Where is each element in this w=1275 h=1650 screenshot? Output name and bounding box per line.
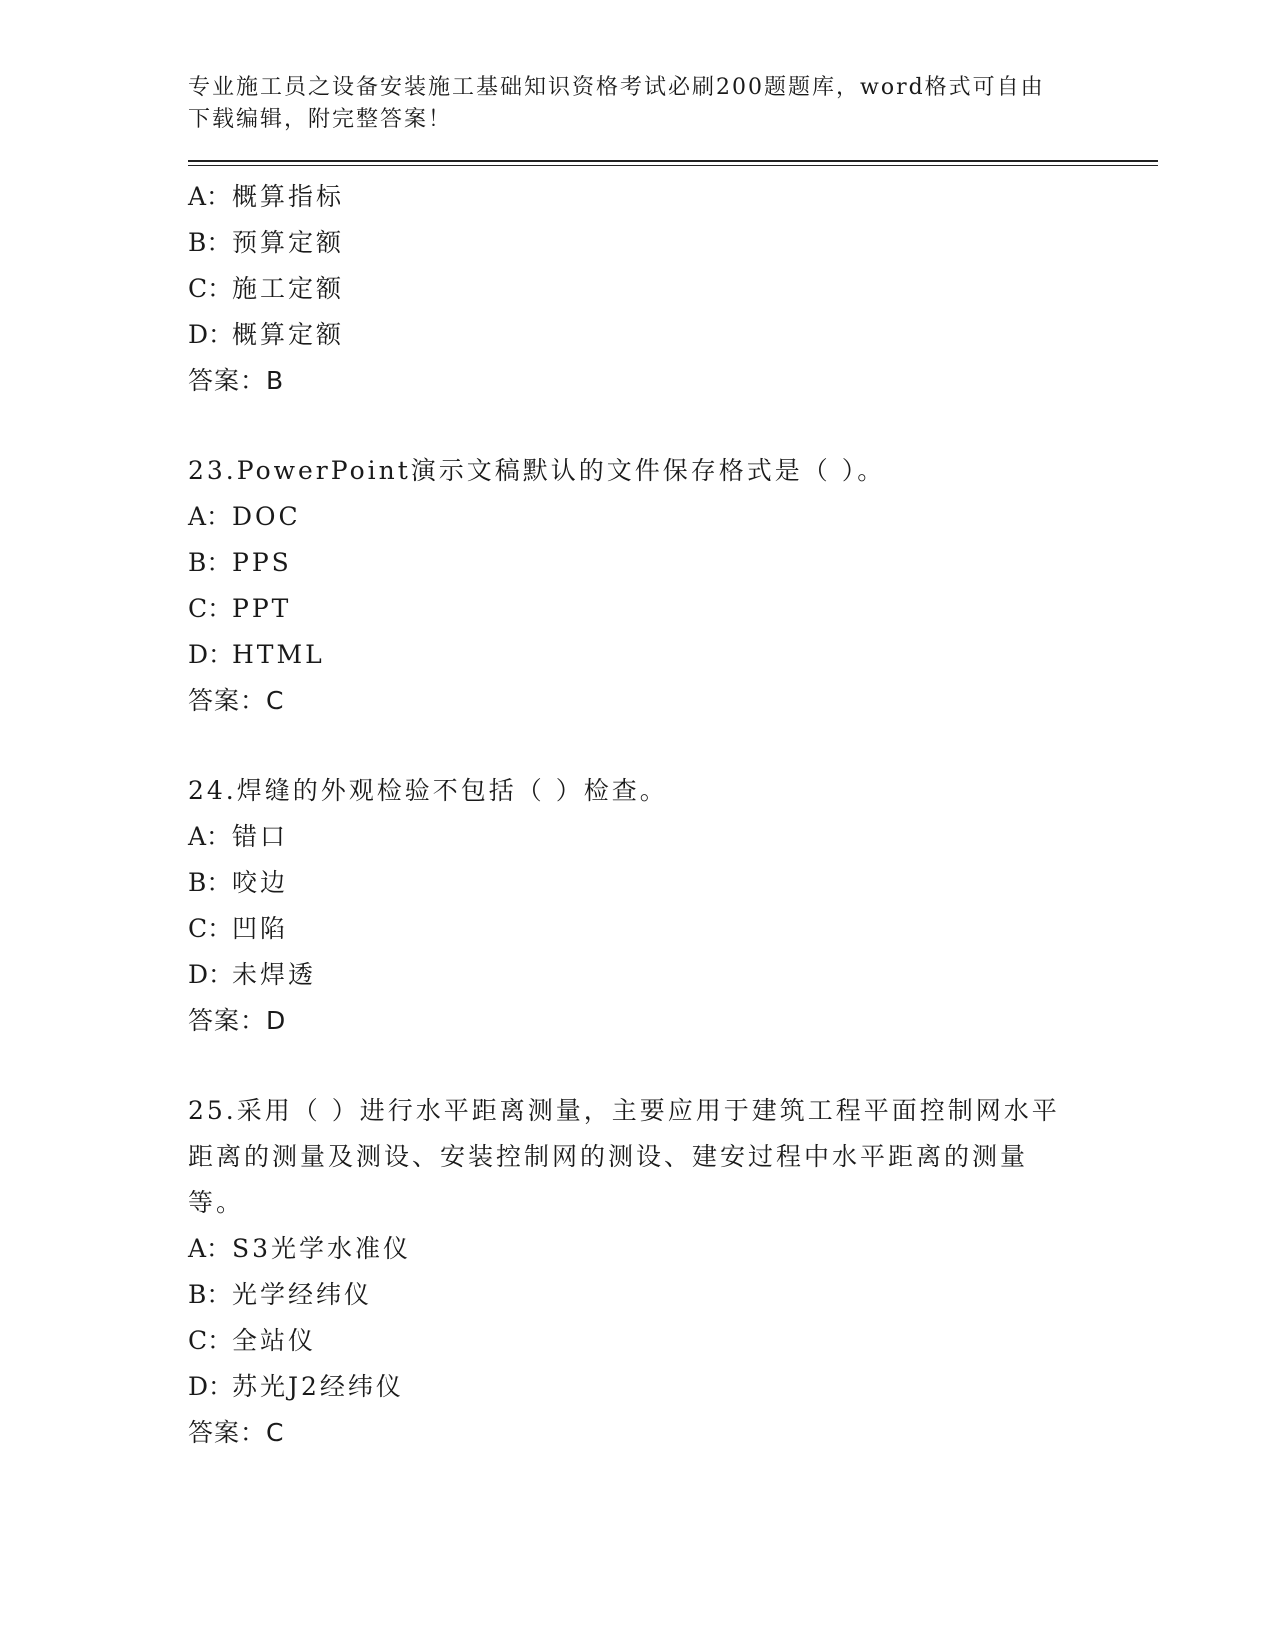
option-letter: D：: [188, 640, 234, 669]
question-stem: 23.PowerPoint演示文稿默认的文件保存格式是（ ）。: [188, 456, 886, 485]
option-letter: C：: [188, 914, 233, 943]
answer-line: 答案：C: [188, 686, 285, 715]
option-letter: B：: [188, 228, 232, 257]
option-letter: A：: [188, 502, 232, 531]
option-text: PPS: [232, 548, 292, 577]
option-letter: A：: [188, 1234, 232, 1263]
question-24: [188, 768, 1158, 1044]
option-b: [188, 540, 1158, 586]
option-b: [188, 1272, 1158, 1318]
question-stem: 25.采用（ ）进行水平距离测量，主要应用于建筑工程平面控制网水平距离的测量及测设、安装控制网的测设、建安过程中水平距离的测量等。: [188, 1096, 1060, 1217]
option-letter: D：: [188, 1372, 234, 1401]
option-text: 错口: [232, 822, 289, 851]
question-spacer: [188, 724, 1158, 768]
header-title-line-2: 下载编辑，附完整答案！: [188, 107, 453, 132]
option-a: [188, 494, 1158, 540]
option-d: [188, 312, 1158, 358]
option-a: [188, 174, 1158, 220]
header-title-line-1: 专业施工员之设备安装施工基础知识资格考试必刷200题题库，word格式可自由: [188, 75, 1045, 100]
option-letter: A：: [188, 182, 232, 211]
option-letter: B：: [188, 548, 232, 577]
option-d: [188, 1364, 1158, 1410]
option-letter: D：: [188, 320, 234, 349]
option-c: [188, 906, 1158, 952]
question-spacer: [188, 1044, 1158, 1088]
option-text: 光学经纬仪: [232, 1280, 373, 1309]
option-letter: C：: [188, 1326, 233, 1355]
option-text: 咬边: [232, 868, 289, 897]
option-letter: B：: [188, 1280, 232, 1309]
question-spacer: [188, 404, 1158, 448]
question-22-continued: [188, 174, 1158, 404]
question-list: [188, 174, 1158, 1456]
option-text: DOC: [232, 502, 301, 531]
option-text: 施工定额: [232, 274, 345, 303]
option-a: [188, 1226, 1158, 1272]
option-letter: B：: [188, 868, 232, 897]
option-c: [188, 266, 1158, 312]
option-text: S3光学水准仪: [232, 1234, 412, 1263]
option-letter: D：: [188, 960, 234, 989]
option-letter: A：: [188, 822, 232, 851]
option-a: [188, 814, 1158, 860]
question-23: [188, 448, 1158, 724]
option-d: [188, 952, 1158, 998]
option-c: [188, 586, 1158, 632]
answer-line: 答案：B: [188, 366, 285, 395]
answer-line: 答案：D: [188, 1006, 287, 1035]
question-stem: 24.焊缝的外观检验不包括（ ）检查。: [188, 776, 668, 805]
option-letter: C：: [188, 274, 233, 303]
option-text: 概算定额: [232, 320, 345, 349]
option-text: 凹陷: [232, 914, 289, 943]
header-divider: [188, 160, 1158, 162]
option-text: 全站仪: [232, 1326, 317, 1355]
option-text: HTML: [232, 640, 325, 669]
option-c: [188, 1318, 1158, 1364]
option-b: [188, 860, 1158, 906]
option-text: 预算定额: [232, 228, 345, 257]
document-page: [188, 72, 1158, 1456]
option-text: 苏光J2经纬仪: [232, 1372, 404, 1401]
option-text: 未焊透: [232, 960, 317, 989]
option-text: PPT: [232, 594, 292, 623]
option-b: [188, 220, 1158, 266]
option-d: [188, 632, 1158, 678]
question-25: [188, 1088, 1158, 1456]
option-text: 概算指标: [232, 182, 345, 211]
document-header: [188, 72, 1068, 136]
answer-line: 答案：C: [188, 1418, 285, 1447]
option-letter: C：: [188, 594, 233, 623]
